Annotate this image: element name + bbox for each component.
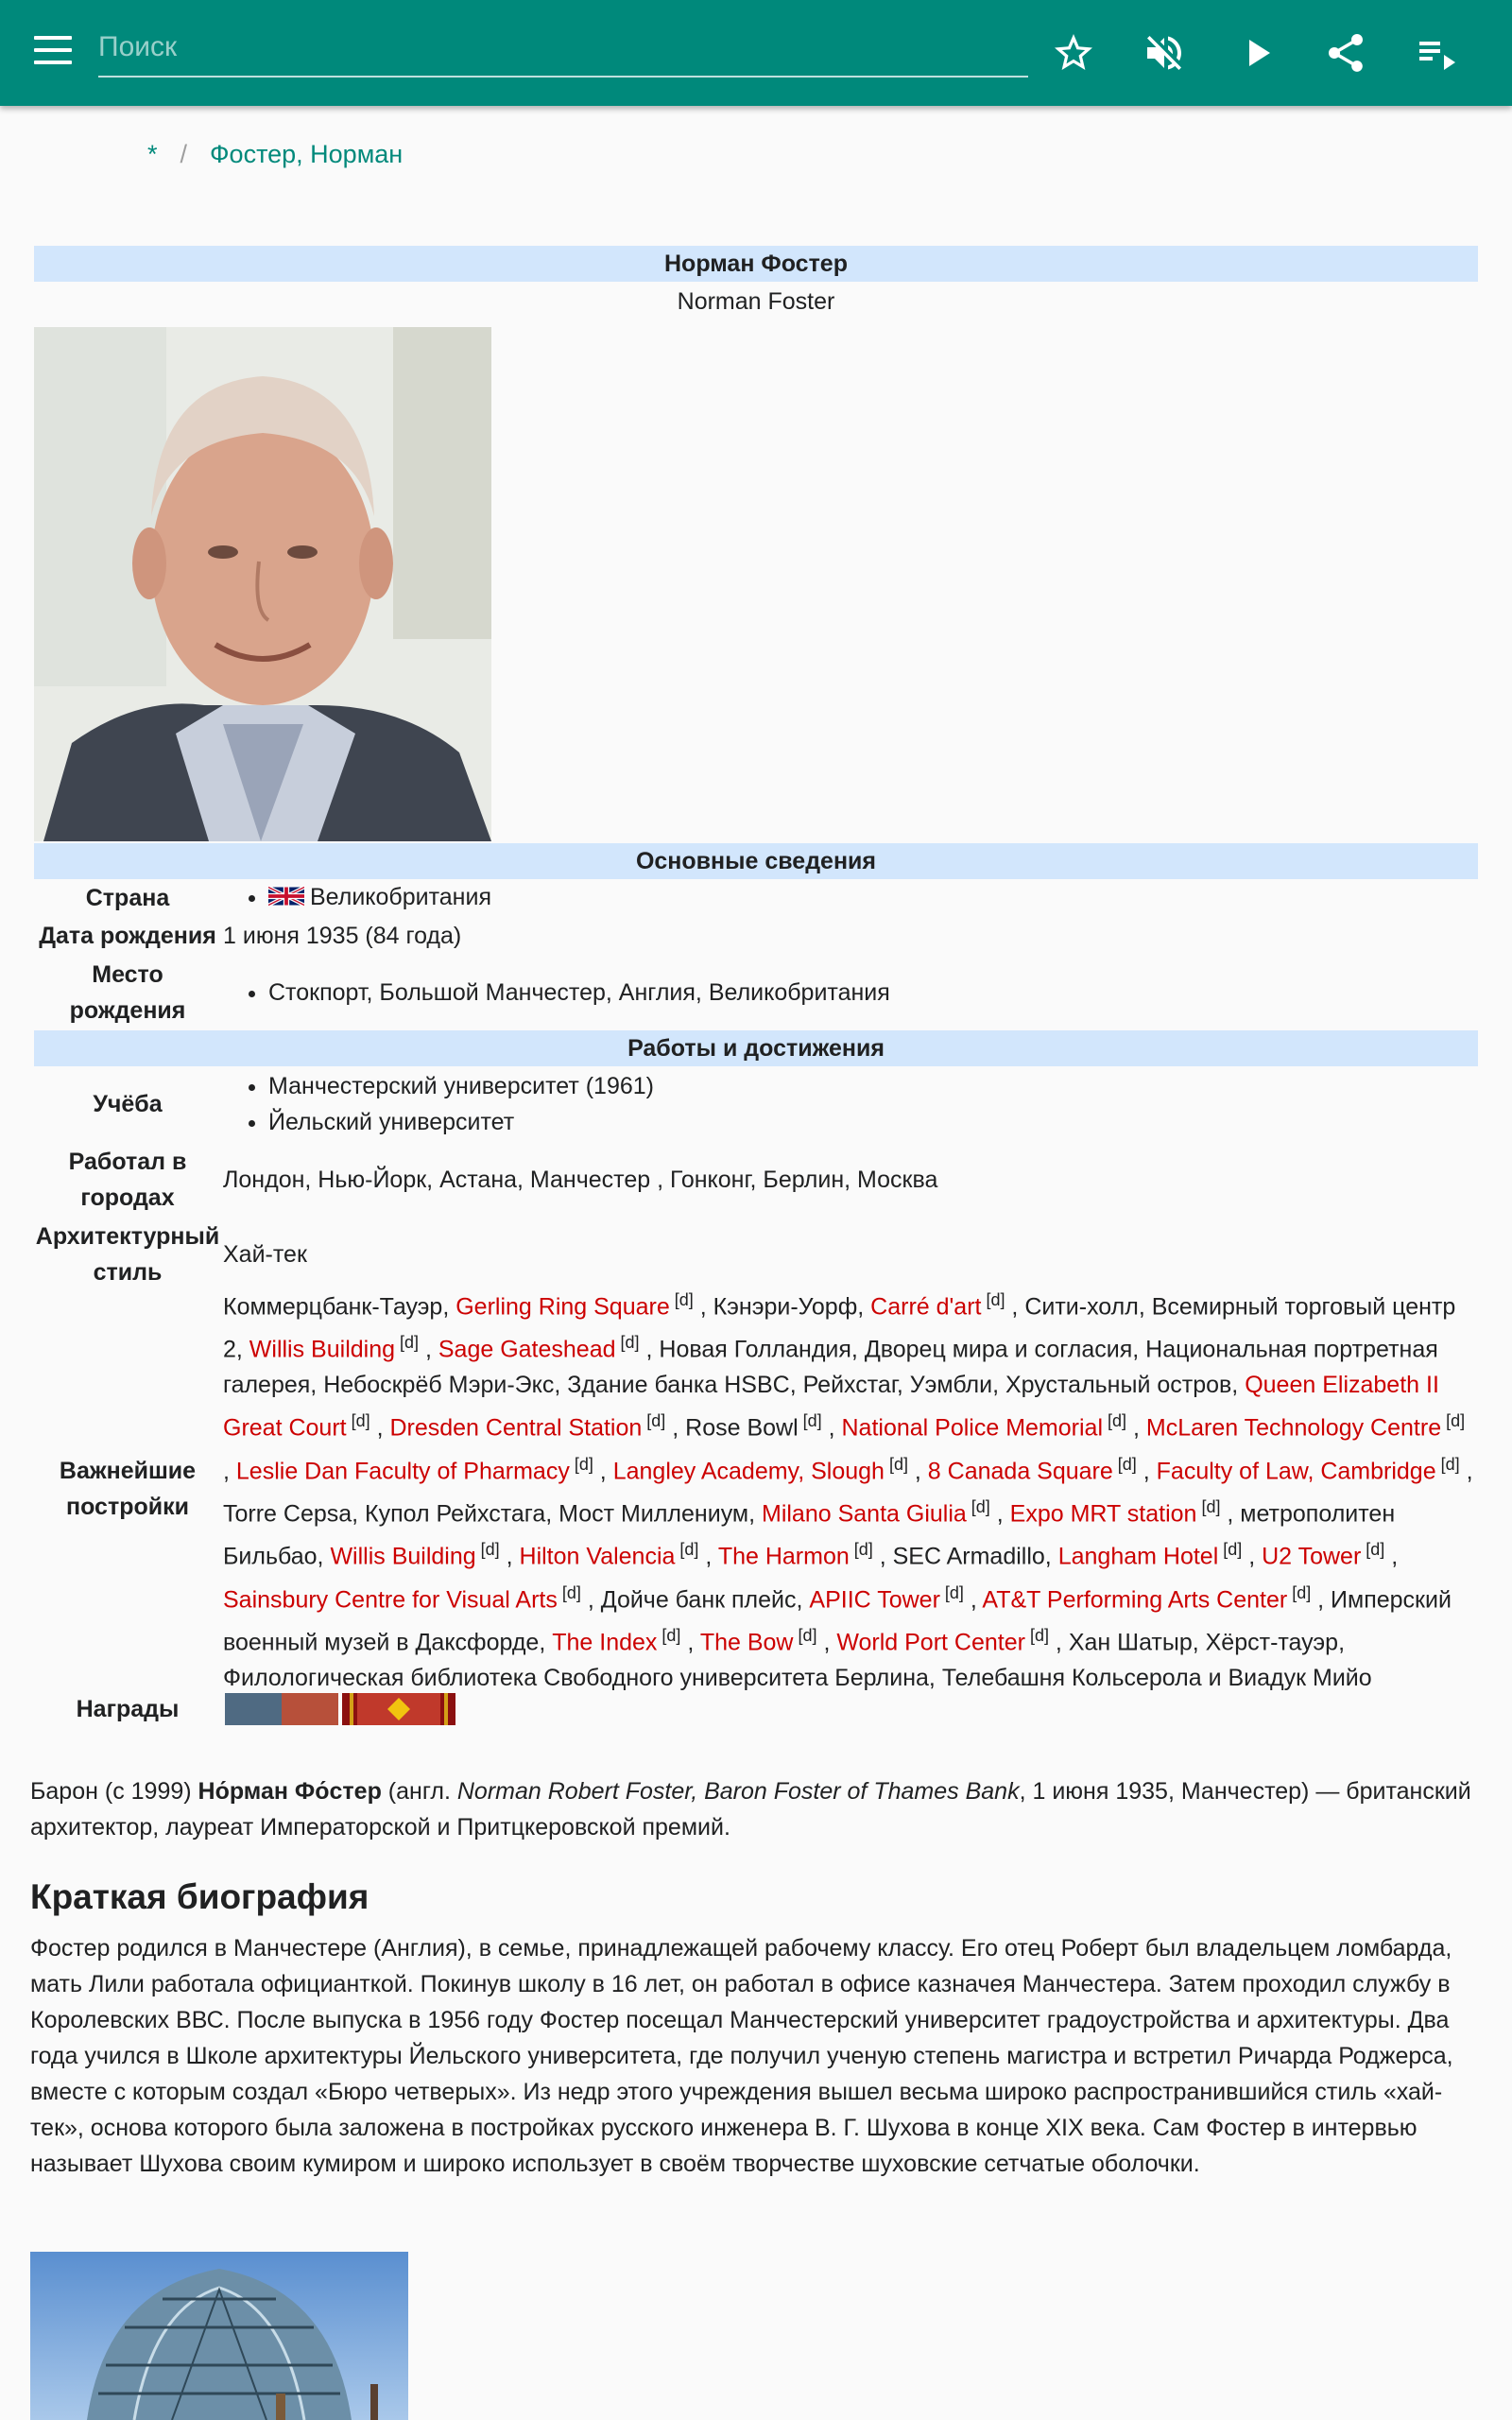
portrait-photo[interactable] (34, 327, 491, 841)
wikidata-ref-link[interactable]: [d] (669, 1289, 694, 1309)
building-text: , (499, 1543, 520, 1570)
building-link[interactable]: Gerling Ring Square (455, 1293, 670, 1321)
section-heading-biography: Краткая биография (30, 1877, 369, 1916)
building-link[interactable]: Sage Gateshead (438, 1336, 616, 1363)
wikidata-ref-link[interactable]: [d] (1103, 1411, 1127, 1431)
building-link[interactable]: Milano Santa Giulia (762, 1500, 967, 1528)
building-link[interactable]: Langham Hotel (1057, 1543, 1219, 1570)
search-field[interactable] (98, 23, 1028, 78)
building-text: , Хан Шатыр, Хёрст-тауэр, Филологическая библиотека Свободного университета Берлина, Телебашня Кольсерола и Виадук Мийо (223, 1629, 1372, 1692)
building-text: , (821, 1414, 842, 1442)
building-text: , Новая Голландия, Дворец мира и согласия, Национальная портретная галерея, Небоскрёб Мэри-Экс, Здание банка HSBC, Рейхстаг, Уэмбли, Хрустальный остров, (223, 1336, 1438, 1399)
wikidata-ref-link[interactable]: [d] (475, 1540, 500, 1560)
building-text: , (593, 1458, 613, 1484)
breadcrumb (147, 140, 403, 169)
building-text: , (223, 1458, 236, 1484)
wikidata-ref-link[interactable]: [d] (1361, 1540, 1385, 1560)
cities-label: Работал в городах (68, 1149, 187, 1211)
wikidata-ref-link[interactable]: [d] (884, 1454, 908, 1474)
birthdate-value: 1 июня 1935 (84 года) (223, 923, 462, 949)
building-text: , Torre Cepsa, Купол Рейхстага, Мост Миллениум, (223, 1458, 1473, 1528)
style-value[interactable]: Хай-тек (223, 1241, 307, 1268)
mute-icon[interactable] (1142, 30, 1187, 76)
wikidata-ref-link[interactable]: [d] (569, 1454, 593, 1474)
row-style (34, 1218, 1478, 1291)
building-link[interactable]: Faculty of Law, Cambridge (1156, 1458, 1436, 1484)
breadcrumb-separator: / (180, 140, 188, 168)
building-link[interactable]: Dresden Central Station (389, 1414, 643, 1442)
section-main-info: Основные сведения (34, 843, 1478, 879)
wikidata-ref-link[interactable]: [d] (1218, 1540, 1243, 1560)
wikidata-ref-link[interactable]: [d] (346, 1411, 370, 1431)
building-text: , (680, 1629, 700, 1656)
birthplace-label: Место рождения (69, 961, 186, 1024)
awards-label: Награды (76, 1696, 180, 1722)
building-link[interactable]: Sainsbury Centre for Visual Arts (223, 1585, 558, 1613)
style-label: Архитектурный стиль (35, 1223, 220, 1286)
infobox-title: Норман Фостер (34, 246, 1478, 282)
wikidata-ref-link[interactable]: [d] (657, 1625, 681, 1645)
playlist-icon[interactable] (1414, 30, 1459, 76)
building-text: , (963, 1585, 983, 1613)
wikidata-ref-link[interactable]: [d] (642, 1411, 666, 1431)
infobox-original-name: Norman Foster (677, 288, 835, 315)
wikidata-ref-link[interactable]: [d] (675, 1540, 699, 1560)
wikidata-ref-link[interactable]: [d] (615, 1333, 640, 1353)
intro-original-name: Norman Robert Foster, Baron Foster of Thames Bank (456, 1778, 1020, 1805)
building-text: , метрополитен Бильбао, (223, 1500, 1396, 1570)
intro-paragraph (30, 1773, 1486, 1845)
building-text: , (419, 1336, 438, 1363)
building-link[interactable]: Willis Building (330, 1543, 476, 1570)
building-link[interactable]: The Harmon (717, 1543, 850, 1570)
buildings-list (223, 1282, 1478, 1697)
building-text: Коммерцбанк-Тауэр, (223, 1293, 456, 1321)
building-link[interactable]: World Port Center (836, 1629, 1025, 1656)
infobox (34, 246, 1478, 1732)
country-item (268, 879, 491, 917)
building-text: , (816, 1629, 837, 1656)
award-ribbons[interactable] (221, 1686, 1478, 1732)
section-works: Работы и достижения (34, 1030, 1478, 1066)
wikidata-ref-link[interactable]: [d] (1287, 1582, 1312, 1602)
birthdate-label: Дата рождения (39, 923, 216, 949)
play-icon[interactable] (1234, 30, 1280, 76)
row-birthdate (34, 917, 1478, 955)
country-link[interactable]: Великобритания (310, 884, 491, 910)
wikidata-ref-link[interactable]: [d] (798, 1411, 822, 1431)
wikidata-ref-link[interactable]: [d] (1435, 1454, 1460, 1474)
building-link[interactable]: National Police Memorial (841, 1414, 1104, 1442)
building-text: , (698, 1543, 718, 1570)
building-text: , SEC Armadillo, (872, 1543, 1058, 1570)
wikidata-ref-link[interactable]: [d] (1112, 1454, 1137, 1474)
row-birthplace (34, 955, 1478, 1030)
menu-icon[interactable] (34, 36, 72, 68)
buildings-label: Важнейшие постройки (59, 1458, 197, 1520)
building-text: , Кэнэри-Уорф, (693, 1293, 871, 1321)
row-awards (34, 1686, 1478, 1732)
wikidata-ref-link[interactable]: [d] (939, 1582, 964, 1602)
building-link[interactable]: 8 Canada Square (927, 1458, 1113, 1484)
uk-flag-icon (268, 881, 304, 917)
wikidata-ref-link[interactable]: [d] (1441, 1411, 1466, 1431)
wikidata-ref-link[interactable]: [d] (849, 1540, 873, 1560)
building-link[interactable]: Hilton Valencia (519, 1543, 676, 1570)
wikidata-ref-link[interactable]: [d] (793, 1625, 817, 1645)
breadcrumb-current[interactable]: Фостер, Норман (210, 140, 404, 168)
building-text: , Дойче банк плейс, (580, 1585, 810, 1613)
building-link[interactable]: U2 Tower (1262, 1543, 1362, 1570)
building-link[interactable]: APIIC Tower (809, 1585, 940, 1613)
building-link[interactable]: McLaren Technology Centre (1145, 1414, 1442, 1442)
building-link[interactable]: The Index (552, 1629, 658, 1656)
row-study (34, 1066, 1478, 1142)
birthplace-value: • Стокпорт, Большой Манчестер, Англия, Великобритания (268, 975, 890, 1011)
app-toolbar (0, 0, 1512, 106)
building-link[interactable]: The Bow (699, 1629, 794, 1656)
building-text: , (1242, 1543, 1263, 1570)
wikidata-ref-link[interactable]: [d] (1196, 1497, 1221, 1516)
intro-text: Барон (с 1999) (30, 1778, 198, 1805)
wikidata-ref-link[interactable]: [d] (395, 1333, 420, 1353)
breadcrumb-root[interactable]: * (147, 140, 158, 168)
building-text: , Сити-холл, Всемирный торговый центр 2, (223, 1293, 1456, 1363)
intro-name: Но́рман Фо́стер (198, 1778, 382, 1805)
study-label: Учёба (93, 1091, 163, 1117)
row-cities (34, 1142, 1478, 1218)
row-country (34, 879, 1478, 917)
wikidata-ref-link[interactable]: [d] (1024, 1625, 1049, 1645)
wikidata-ref-link[interactable]: [d] (981, 1289, 1005, 1309)
intro-text: (англ. (381, 1778, 457, 1805)
building-text: , Имперский военный музей в Даксфорде, (223, 1585, 1452, 1656)
intro-text: , 1 июня 1935, Манчестер) — британский архитектор, лауреат Императорской и Притцкеровской премий. (30, 1778, 1471, 1841)
building-text: , (1126, 1414, 1146, 1442)
search-input[interactable] (98, 23, 1028, 72)
biography-paragraph: Фостер родился в Манчестере (Англия), в семье, принадлежащей рабочему классу. Его отец Роберт был владельцем ломбарда, мать Лили работала официанткой. Покинув школу в 16 лет, он работал в офисе казначея Манчестера. Затем проходил службу в Королевских ВВС. После выпуска в 1956 году Фостер посещал Манчестерский университет градоустройства и архитектуры. Два года учился в Школе архитектуры Йельского университета, где получил ученую степень магистра и встретил Ричарда Роджерса, вместе с которым создал «Бюро четверых». Из недр этого учреждения вышел весьма широко распространившийся стиль «хай-тек», основа которого была заложена в постройках русского инженера В. Г. Шухова в конце XIX века. Сам Фостер в интервью называет Шухова своим кумиром и широко использует в своём творчестве шуховские сетчатые оболочки. (30, 1935, 1453, 2177)
building-link[interactable]: Langley Academy, Slough (612, 1458, 885, 1484)
cities-value: Лондон, Нью-Йорк, Астана, Манчестер , Гонконг, Берлин, Москва (223, 1167, 938, 1193)
building-link[interactable]: Queen Elizabeth II Great Court (223, 1372, 1439, 1442)
building-text: , (1384, 1543, 1399, 1570)
building-link[interactable]: Carré d'art (870, 1293, 982, 1321)
gherkin-building-photo[interactable] (30, 2252, 408, 2420)
wikidata-ref-link[interactable]: [d] (557, 1582, 581, 1602)
building-link[interactable]: Leslie Dan Faculty of Pharmacy (235, 1458, 570, 1484)
building-link[interactable]: AT&T Performing Arts Center (982, 1585, 1288, 1613)
building-text: , (907, 1458, 928, 1484)
share-icon[interactable] (1323, 30, 1368, 76)
study-item[interactable]: • Манчестерский университет (1961) (268, 1068, 654, 1104)
building-link[interactable]: Willis Building (249, 1336, 396, 1363)
building-link[interactable]: Expo MRT station (1009, 1500, 1197, 1528)
building-text: , (1136, 1458, 1157, 1484)
row-buildings (34, 1289, 1478, 1692)
star-icon[interactable] (1051, 30, 1096, 76)
building-text: , (989, 1500, 1010, 1528)
study-item[interactable]: • Йельский университет (268, 1104, 654, 1140)
building-text: , (369, 1414, 390, 1442)
country-label: Страна (85, 885, 170, 911)
wikidata-ref-link[interactable]: [d] (966, 1497, 990, 1516)
building-text: , Rose Bowl (665, 1414, 799, 1442)
